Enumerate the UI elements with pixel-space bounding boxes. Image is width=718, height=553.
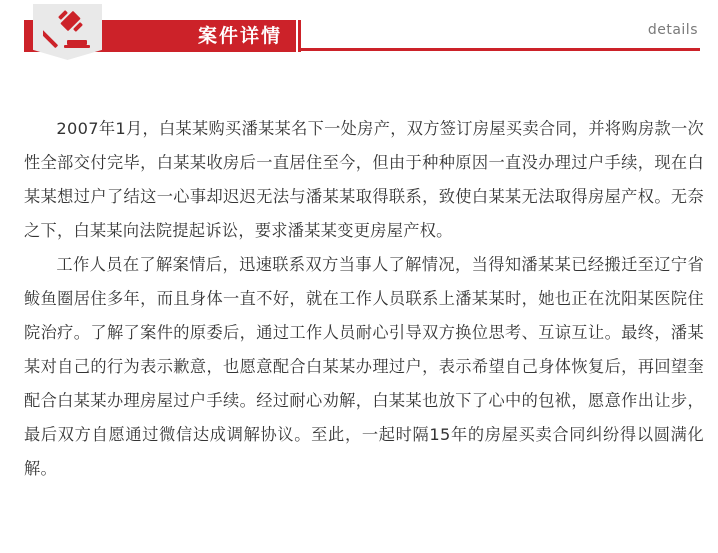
- header-underline: [298, 48, 700, 51]
- article-paragraph: 工作人员在了解案情后，迅速联系双方当事人了解情况，当得知潘某某已经搬迁至辽宁省鲅鱼圈居住多年，而且身体一直不好，就在工作人员联系上潘某某时，她也正在沈阳某医院住院治疗。了解了案件的原委后，通过工作人员耐心引导双方换位思考、互谅互让。最终，潘某某对自己的行为表示歉意，也愿意配合白某某办理过户，表示希望自己身体恢复后，再回望奎配合白某某办理房屋过户手续。经过耐心劝解，白某某也放下了心中的包袱，愿意作出让步，最后双方自愿通过微信达成调解协议。至此，一起时隔15年的房屋买卖合同纠纷得以圆满化解。: [24, 255, 704, 478]
- case-article: [24, 112, 704, 486]
- section-header: [0, 0, 718, 60]
- header-badge: [33, 4, 102, 60]
- header-subtitle: details: [647, 22, 698, 38]
- article-paragraph: 2007年1月，白某某购买潘某某名下一处房产，双方签订房屋买卖合同，并将购房款一次性全部交付完毕，白某某收房后一直居住至今，但由于种种原因一直没办理过户手续，现在白某某想过户了结这一心事却迟迟无法与潘某某取得联系，致使白某某无法取得房屋产权。无奈之下，白某某向法院提起诉讼，要求潘某某变更房屋产权。: [24, 119, 704, 240]
- header-title: 案件详情: [197, 25, 282, 47]
- gavel-icon: [43, 10, 93, 50]
